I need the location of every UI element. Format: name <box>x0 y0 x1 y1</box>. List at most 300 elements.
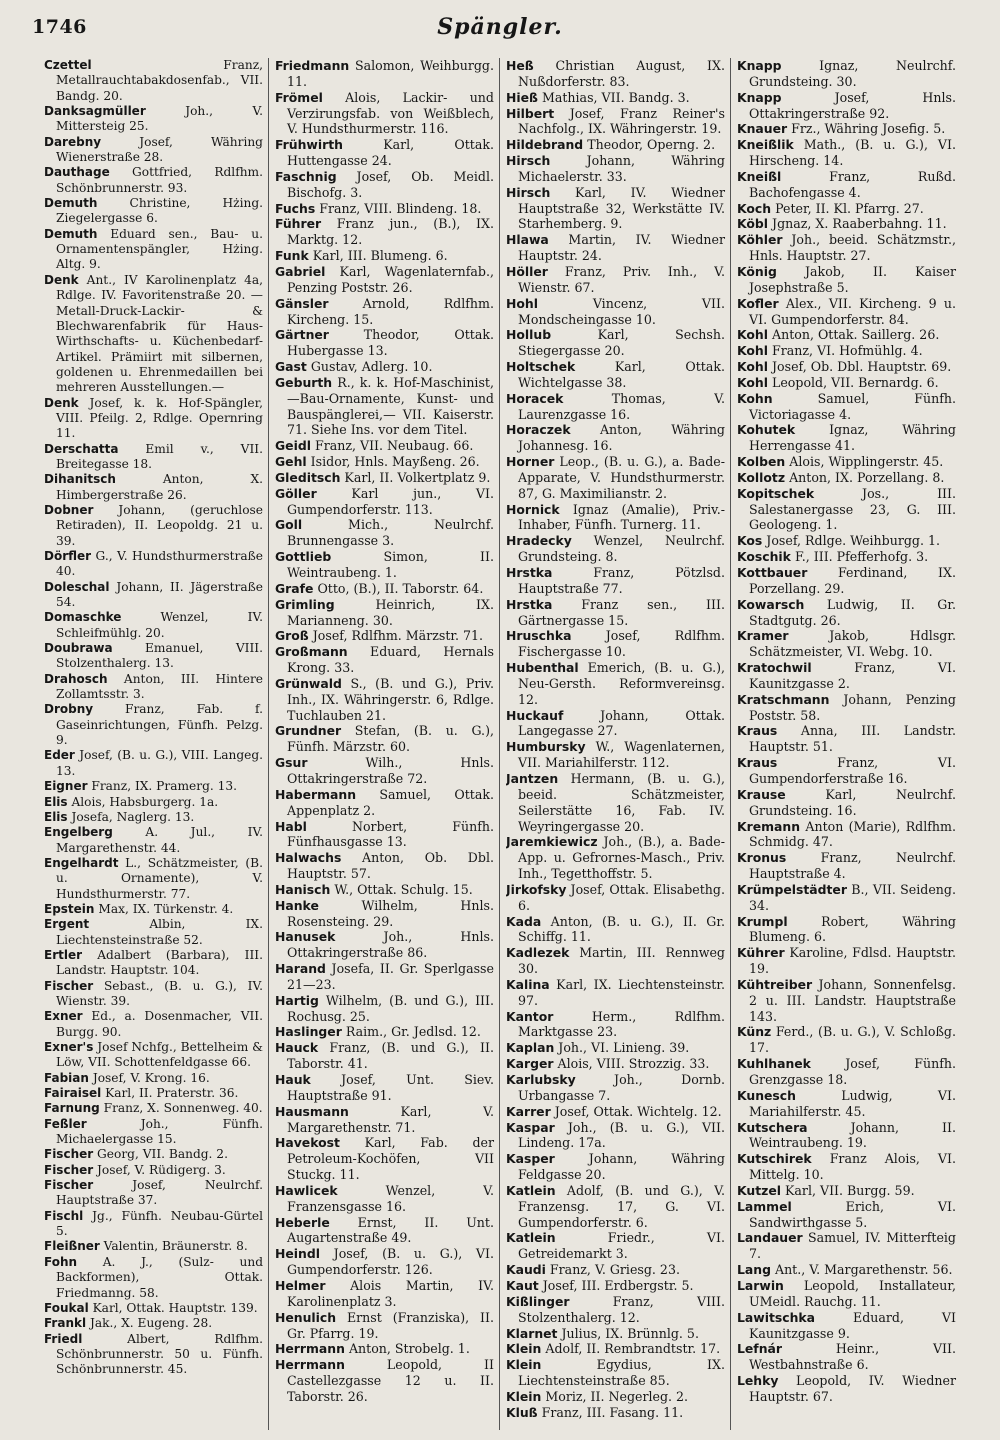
directory-entry <box>275 850 494 882</box>
entry-surname: Havekost <box>275 1135 340 1151</box>
entry-surname: Grünwald <box>275 675 342 691</box>
entry-surname: Göller <box>275 485 317 501</box>
entry-surname: Knauer <box>737 121 788 137</box>
entry-surname: Horner <box>506 454 555 470</box>
directory-entry <box>737 169 956 201</box>
entry-details: Wilhelm, (B. und G.), III. Rochusg. 25. <box>287 992 494 1024</box>
entry-details: Josef Nchfg., Bettelheim & Löw, VII. Schottenfeldgasse 66. <box>56 1040 263 1070</box>
directory-entry <box>44 104 263 135</box>
entry-details: Ignaz (Amalie), Priv.-Inhaber, Fünfh. Turnerg. 11. <box>518 501 725 533</box>
entry-details: Johann, Sonnenfelsg. 2 u. III. Landstr. Hauptstraße 143. <box>749 976 956 1024</box>
directory-entry <box>275 819 494 851</box>
entry-surname: Haslinger <box>275 1024 342 1040</box>
entry-surname: Helmer <box>275 1277 326 1293</box>
entry-surname: Ergent <box>44 917 90 932</box>
directory-entry <box>737 533 956 549</box>
entry-surname: Henulich <box>275 1309 337 1325</box>
directory-entry <box>44 58 263 104</box>
directory-entry <box>506 327 725 359</box>
entry-details: Eduard, VI Kaunitzgasse 9. <box>749 1309 956 1341</box>
directory-entry <box>275 644 494 676</box>
entry-details: Franz jun., (B.), IX. Marktg. 12. <box>287 216 494 248</box>
entry-details: Norbert, Fünfh. Fünfhausgasse 13. <box>287 818 494 850</box>
entry-details: Ludwig, VI. Mariahilferstr. 45. <box>749 1087 956 1119</box>
directory-entry <box>275 470 494 486</box>
entry-surname: Kneißl <box>737 168 782 184</box>
directory-entry <box>506 1183 725 1231</box>
entry-surname: Doubrawa <box>44 641 113 656</box>
entry-details: Martin, III. Rennweg 30. <box>518 945 725 977</box>
directory-entry <box>275 169 494 201</box>
entry-details: Alois, Wipplingerstr. 45. <box>789 454 944 470</box>
entry-details: G., V. Hundsthurmerstraße 40. <box>56 549 264 579</box>
entry-surname: Kaspar <box>506 1119 555 1135</box>
entry-details: Christian August, IX. Nußdorferstr. 83. <box>518 58 725 89</box>
entry-surname: Derschatta <box>44 441 119 456</box>
entry-details: Jg., Fünfh. Neubau-Gürtel 5. <box>56 1208 263 1239</box>
entry-surname: Kramer <box>737 628 789 644</box>
entry-details: Ed., a. Dosenmacher, VII. Burgg. 90. <box>56 1009 263 1039</box>
entry-details: Leopold, VII. Bernardg. 6. <box>771 374 939 390</box>
entry-surname: Habermann <box>275 786 357 802</box>
entry-surname: Karlubsky <box>506 1072 576 1087</box>
entry-surname: Frömel <box>275 89 323 105</box>
directory-entry <box>737 1024 956 1056</box>
entry-details: Joh., (B.), a. Bade-App. u. Gefrornes-Masch., Priv. Inh., Tegetthoffstr. 5. <box>518 834 725 882</box>
directory-entry <box>506 1405 725 1421</box>
entry-surname: Fleißner <box>44 1239 100 1254</box>
directory-entry <box>44 948 263 979</box>
directory-entry <box>506 1262 725 1278</box>
directory-entry <box>737 723 956 755</box>
entry-surname: Kraus <box>737 723 778 739</box>
entry-surname: Groß <box>275 628 309 644</box>
directory-entry <box>44 165 263 196</box>
entry-surname: Kühtreiber <box>737 976 813 992</box>
entry-surname: Doleschal <box>44 579 110 594</box>
entry-details: Josef, Fünfh. Grenzgasse 18. <box>749 1056 956 1087</box>
entry-details: Franz, Priv. Inh., V. Wienstr. 67. <box>518 263 725 295</box>
entry-details: Vincenz, VII. Mondscheingasse 10. <box>518 295 725 327</box>
directory-entry <box>737 1373 956 1405</box>
entry-details: Karl, Ottak. Huttengasse 24. <box>287 137 494 169</box>
entry-surname: Fischer <box>44 1162 94 1177</box>
entry-surname: Kohn <box>737 390 773 406</box>
entry-details: Wenzel, IV. Schleifmühlg. 20. <box>56 610 264 640</box>
directory-entry <box>506 185 725 233</box>
entry-details: Karl, Ottak. Hauptstr. 139. <box>92 1300 258 1315</box>
directory-entry <box>506 1326 725 1342</box>
directory-entry <box>275 327 494 359</box>
entry-details: Anna, III. Landstr. Hauptstr. 51. <box>749 723 956 755</box>
entry-surname: Fohn <box>44 1254 78 1269</box>
entry-details: Karl, Wagenlaternfab., Penzing Poststr. 26. <box>287 263 494 295</box>
entry-details: Peter, II. Kl. Pfarrg. 27. <box>775 200 924 216</box>
directory-entry <box>44 779 263 794</box>
entry-surname: Eigner <box>44 779 88 794</box>
entry-surname: Friedmann <box>275 58 350 73</box>
directory-entry <box>275 755 494 787</box>
entry-details: Wenzel, Neulrchf. Grundsteing. 8. <box>518 533 725 565</box>
entry-details: Erich, VI. Sandwirthgasse 5. <box>749 1198 956 1230</box>
entry-details: Anton, Strobelg. 1. <box>348 1341 470 1357</box>
entry-details: Leopold, II Castellezgasse 12 u. II. Taborstr. 26. <box>287 1357 494 1404</box>
directory-entry <box>737 137 956 169</box>
entry-details: Anton (Marie), Rdlfhm. Schmidg. 47. <box>749 818 956 850</box>
entry-details: W., Ottak. Schulg. 15. <box>334 881 473 897</box>
entry-surname: Klein <box>506 1341 542 1357</box>
entry-details: Ferd., (B. u. G.), V. Schloßg. 17. <box>749 1024 956 1056</box>
directory-entry <box>44 672 263 703</box>
directory-entry <box>506 597 725 629</box>
directory-entry <box>44 979 263 1010</box>
entry-surname: Klein <box>506 1357 542 1373</box>
entry-surname: Frühwirth <box>275 137 343 153</box>
entry-details: A. J., (Sulz- und Backformen), Ottak. Friedmanng. 58. <box>56 1254 264 1300</box>
entry-details: Johann, Währing Michaelerstr. 33. <box>518 153 725 184</box>
entry-surname: Czettel <box>44 58 92 72</box>
entry-surname: Eder <box>44 748 75 763</box>
entry-details: Karl, Fab. der Petroleum-Kochöfen, VII Stuckg. 11. <box>287 1135 494 1183</box>
entry-details: Karl, Sechsh. Stiegergasse 20. <box>518 327 725 359</box>
entry-surname: Karrer <box>506 1103 551 1119</box>
entry-details: Josefa, II. Gr. Sperlgasse 21—23. <box>287 961 494 992</box>
directory-entry <box>506 660 725 708</box>
entry-details: Josef, Franz Reiner's Nachfolg., IX. Währingerstr. 19. <box>518 105 725 137</box>
entry-details: Josef, Hnls. Ottakringerstraße 92. <box>749 89 956 121</box>
entry-surname: Kohl <box>737 359 768 375</box>
entry-surname: Kaudi <box>506 1262 546 1278</box>
entry-details: Wenzel, V. Franzensgasse 16. <box>287 1182 494 1214</box>
entry-surname: Gabriel <box>275 263 326 279</box>
directory-entry <box>506 914 725 946</box>
entry-surname: Denk <box>44 272 79 287</box>
entry-surname: Kohutek <box>737 422 796 438</box>
entry-surname: Denk <box>44 395 79 410</box>
entry-surname: Elis <box>44 809 68 824</box>
directory-entry <box>506 1040 725 1056</box>
entry-surname: Fairaisel <box>44 1086 102 1101</box>
entry-surname: Katlein <box>506 1182 556 1198</box>
entry-details: Franz, (B. und G.), II. Taborstr. 41. <box>287 1040 494 1072</box>
directory-entry <box>506 708 725 740</box>
directory-entry <box>506 454 725 502</box>
entry-surname: Kohl <box>737 374 768 390</box>
directory-entry <box>737 343 956 359</box>
entry-surname: Engelberg <box>44 825 113 840</box>
entry-surname: Künz <box>737 1024 772 1040</box>
entry-surname: Kutschirek <box>737 1151 812 1167</box>
directory-entry <box>275 1215 494 1247</box>
directory-entry <box>737 232 956 264</box>
entry-details: Franz Alois, VI. Mittelg. 10. <box>749 1151 956 1183</box>
directory-entry <box>44 1163 263 1178</box>
entry-details: Franz, VII. Neubaug. 66. <box>314 438 474 454</box>
directory-entry <box>44 196 263 227</box>
directory-entry <box>44 1101 263 1116</box>
directory-entry <box>737 692 956 724</box>
page-number: 1746 <box>32 16 87 38</box>
entry-details: R., k. k. Hof-Maschinist, —Bau-Ornamente, Kunst- und Bauspänglerei,— VII. Kaiserstr. 71. Siehe Ins. vor dem Titel. <box>287 374 494 438</box>
entry-surname: Fischer <box>44 978 94 993</box>
directory-entry <box>44 1178 263 1209</box>
entry-surname: Demuth <box>44 196 98 211</box>
entry-details: Johann, II. Weintraubeng. 19. <box>749 1119 956 1151</box>
entry-details: Ant., IV Karolinenplatz 4a, Rdlge. IV. Favoritenstraße 20. —Metall-Druck-Lackir- & Blechwarenfabrik für Haus- Wirthschafts- u. Küchenbedarf-Artikel. Prämiirt mit silbernen, goldenen u. Ehrenmedaillen bei mehreren Ausstellungen.— <box>56 272 263 395</box>
directory-entry <box>506 137 725 153</box>
directory-entry <box>44 1209 263 1240</box>
entry-details: Anton, Ottak. Saillerg. 26. <box>771 327 940 343</box>
directory-entry <box>44 917 263 948</box>
entry-details: Joh., Fünfh. Michaelergasse 15. <box>56 1116 263 1147</box>
entry-surname: Koschik <box>737 549 791 565</box>
entry-surname: Huckauf <box>506 707 564 723</box>
directory-entry <box>275 58 494 90</box>
entry-surname: Lawitschka <box>737 1309 816 1325</box>
entry-surname: Habl <box>275 818 307 834</box>
directory-entry <box>737 549 956 565</box>
directory-columns <box>44 58 966 1430</box>
entry-surname: Grundner <box>275 723 342 739</box>
entry-surname: Drobny <box>44 702 94 717</box>
directory-entry <box>506 1151 725 1183</box>
directory-entry <box>737 1262 956 1278</box>
directory-entry <box>737 359 956 375</box>
directory-entry <box>506 834 725 882</box>
directory-entry <box>44 1301 263 1316</box>
entry-surname: König <box>737 263 777 279</box>
directory-entry <box>737 58 956 90</box>
directory-entry <box>506 739 725 771</box>
directory-entry <box>275 454 494 470</box>
entry-details: Josef, Ottak. Elisabethg. 6. <box>518 881 725 913</box>
directory-entry <box>44 856 263 902</box>
entry-details: Alois Martin, IV. Karolinenplatz 3. <box>287 1277 494 1309</box>
entry-surname: Fischl <box>44 1208 84 1223</box>
directory-entry <box>506 264 725 296</box>
entry-details: Josef, Ob. Dbl. Hauptstr. 69. <box>771 359 952 375</box>
directory-entry <box>275 1072 494 1104</box>
directory-entry <box>737 264 956 296</box>
entry-details: Friedr., VI. Getreidemarkt 3. <box>518 1230 725 1262</box>
directory-entry <box>44 273 263 396</box>
entry-details: Joh., V. Mittersteig 25. <box>56 104 263 134</box>
entry-surname: Goll <box>275 517 303 533</box>
entry-details: Joh., Dornb. Urbangasse 7. <box>518 1072 725 1103</box>
entry-surname: Kutzel <box>737 1182 781 1198</box>
directory-entry <box>275 1278 494 1310</box>
entry-surname: Jirkofsky <box>506 881 567 897</box>
entry-surname: Engelhardt <box>44 855 119 870</box>
entry-surname: Harand <box>275 961 326 977</box>
entry-surname: Kopitschek <box>737 485 815 501</box>
directory-entry <box>275 296 494 328</box>
directory-entry <box>44 702 263 748</box>
entry-details: Franz, Neulrchf. Hauptstraße 4. <box>749 850 956 882</box>
entry-details: Josef, Rdlge. Weihburgg. 1. <box>766 533 941 549</box>
directory-entry <box>737 296 956 328</box>
directory-entry <box>275 375 494 438</box>
directory-entry <box>506 1294 725 1326</box>
directory-entry <box>737 1120 956 1152</box>
entry-surname: Fabian <box>44 1070 89 1085</box>
entry-details: Isidor, Hnls. Mayßeng. 26. <box>310 454 480 470</box>
directory-entry <box>275 248 494 264</box>
directory-entry <box>44 442 263 473</box>
entry-surname: Großmann <box>275 644 348 660</box>
entry-details: Joh., VI. Linieng. 39. <box>558 1040 690 1056</box>
entry-details: Heinrich, IX. Marianneng. 30. <box>287 596 494 628</box>
entry-surname: Katlein <box>506 1230 556 1246</box>
entry-details: Karl jun., VI. Gumpendorferstr. 113. <box>287 485 494 517</box>
directory-entry <box>44 1071 263 1086</box>
entry-surname: Hildebrand <box>506 137 584 153</box>
directory-entry <box>275 787 494 819</box>
entry-details: Mathias, VII. Bandg. 3. <box>541 89 690 105</box>
directory-entry <box>737 1183 956 1199</box>
entry-surname: Fuchs <box>275 200 316 216</box>
directory-entry <box>506 1056 725 1072</box>
entry-surname: Hilbert <box>506 105 555 121</box>
entry-details: Josef, Rdlfhm. Märzstr. 71. <box>312 628 484 644</box>
entry-surname: Funk <box>275 248 309 264</box>
entry-surname: Kunesch <box>737 1087 796 1103</box>
entry-surname: Kohl <box>737 327 768 343</box>
directory-entry <box>737 201 956 217</box>
entry-surname: Herrmann <box>275 1341 345 1357</box>
entry-details: Johann, Währing Feldgasse 20. <box>518 1151 725 1183</box>
directory-entry <box>737 327 956 343</box>
entry-details: Theodor, Ottak. Hubergasse 13. <box>287 327 494 359</box>
entry-details: Josef, Rdlfhm. Fischergasse 10. <box>518 628 725 660</box>
directory-entry <box>506 565 725 597</box>
directory-entry <box>737 216 956 232</box>
directory-entry <box>44 902 263 917</box>
directory-entry <box>737 121 956 137</box>
entry-surname: Farnung <box>44 1101 100 1116</box>
entry-details: Math., (B. u. G.), VI. Hirscheng. 14. <box>749 137 956 169</box>
entry-surname: Kaplan <box>506 1040 555 1056</box>
directory-entry <box>275 898 494 930</box>
entry-details: L., Schätzmeister, (B. u. Ornamente), V. Hundsthurmerstr. 77. <box>56 855 263 901</box>
entry-surname: Kaut <box>506 1277 539 1293</box>
directory-entry <box>44 1040 263 1071</box>
entry-surname: Grimling <box>275 596 335 612</box>
directory-entry <box>506 533 725 565</box>
entry-surname: Darebny <box>44 134 102 149</box>
directory-entry <box>737 565 956 597</box>
entry-surname: Hawlicek <box>275 1182 338 1198</box>
entry-details: Joh., Hnls. Ottakringerstraße 86. <box>287 929 494 961</box>
entry-surname: Kasper <box>506 1151 555 1167</box>
directory-entry <box>275 676 494 724</box>
entry-surname: Dobner <box>44 502 94 517</box>
directory-entry <box>737 1199 956 1231</box>
entry-surname: Faschnig <box>275 168 337 184</box>
directory-entry <box>737 1151 956 1183</box>
directory-entry <box>275 1357 494 1405</box>
entry-surname: Larwin <box>737 1277 784 1293</box>
directory-entry <box>275 1310 494 1342</box>
entry-details: Emerich, (B. u. G.), Neu-Gersth. Reformvereinsg. 12. <box>518 660 725 707</box>
entry-details: Heinr., VII. Westbahnstraße 6. <box>749 1341 956 1373</box>
directory-entry <box>506 1278 725 1294</box>
directory-entry <box>506 58 725 90</box>
directory-entry <box>737 1088 956 1120</box>
entry-details: Salomon, Weihburgg. 11. <box>287 58 494 89</box>
directory-entry <box>737 977 956 1025</box>
entry-details: Ignaz, Währing Herrengasse 41. <box>749 422 956 454</box>
entry-surname: Lammel <box>737 1198 792 1214</box>
entry-details: Franz, Metallrauchtabakdosenfab., VII. Bandg. 20. <box>56 58 263 103</box>
directory-entry <box>44 641 263 672</box>
entry-surname: Kottbauer <box>737 565 808 580</box>
directory-entry <box>506 153 725 185</box>
directory-entry <box>44 580 263 611</box>
entry-surname: Ertler <box>44 947 83 962</box>
directory-entry <box>275 581 494 597</box>
entry-surname: Geidl <box>275 438 311 454</box>
directory-entry <box>275 1135 494 1183</box>
directory-entry <box>44 1009 263 1040</box>
entry-details: Hermann, (B. u. G.), beeid. Schätzmeister, Seilerstätte 16, Fab. IV. Weyringergasse 20. <box>518 770 725 834</box>
directory-entry <box>737 454 956 470</box>
directory-entry <box>275 438 494 454</box>
entry-surname: Grafe <box>275 580 314 596</box>
directory-entry <box>737 391 956 423</box>
entry-surname: Hlawa <box>506 232 549 248</box>
entry-details: Adolf, (B. und G.), V. Franzensg. 17, G. VI. Gumpendorferstr. 6. <box>518 1182 725 1230</box>
directory-entry <box>44 825 263 856</box>
entry-surname: Fischer <box>44 1147 94 1162</box>
entry-details: Ignaz, Neulrchf. Grundsteing. 30. <box>749 58 956 89</box>
entry-details: Georg, VII. Bandg. 2. <box>97 1147 228 1162</box>
entry-details: Anton, Währing Johannesg. 16. <box>518 422 725 454</box>
directory-entry <box>44 1332 263 1378</box>
directory-entry <box>275 961 494 993</box>
entry-surname: Kraus <box>737 755 778 771</box>
directory-entry <box>737 914 956 946</box>
directory-entry <box>275 137 494 169</box>
directory-entry <box>275 1183 494 1215</box>
directory-entry <box>737 755 956 787</box>
entry-surname: Krause <box>737 786 786 802</box>
directory-entry <box>737 850 956 882</box>
entry-details: Otto, (B.), II. Taborstr. 64. <box>317 580 484 596</box>
entry-details: Franz, VI. Kaunitzgasse 2. <box>749 660 956 691</box>
entry-details: Max, IX. Türkenstr. 4. <box>98 901 234 916</box>
entry-surname: Dihanitsch <box>44 472 116 487</box>
entry-details: Josef, (B. u. G.), VIII. Langeg. 13. <box>56 748 264 778</box>
entry-surname: Hubenthal <box>506 660 579 676</box>
entry-surname: Gänsler <box>275 295 329 311</box>
entry-details: Eduard, Hernals Krong. 33. <box>287 644 494 676</box>
directory-entry <box>506 1357 725 1389</box>
entry-surname: Kuhlhanek <box>737 1056 811 1072</box>
directory-entry <box>44 227 263 273</box>
entry-surname: Kluß <box>506 1404 538 1420</box>
directory-entry <box>44 396 263 442</box>
entry-details: Leopold, IV. Wiedner Hauptstr. 67. <box>749 1373 956 1404</box>
entry-details: Franz, V. Griesg. 23. <box>549 1262 680 1278</box>
entry-surname: Foukal <box>44 1300 89 1315</box>
directory-entry <box>44 135 263 166</box>
entry-details: Ernst (Franziska), II. Gr. Pfarrg. 19. <box>287 1309 494 1341</box>
entry-details: Karl, IV. Wiedner Hauptstraße 32, Werkstätte IV. Starhemberg. 9. <box>518 184 725 232</box>
entry-details: Alois, VIII. Strozzig. 33. <box>557 1056 710 1072</box>
entry-surname: Domaschke <box>44 610 122 625</box>
entry-details: Josef, Währing Wienerstraße 28. <box>56 134 263 165</box>
